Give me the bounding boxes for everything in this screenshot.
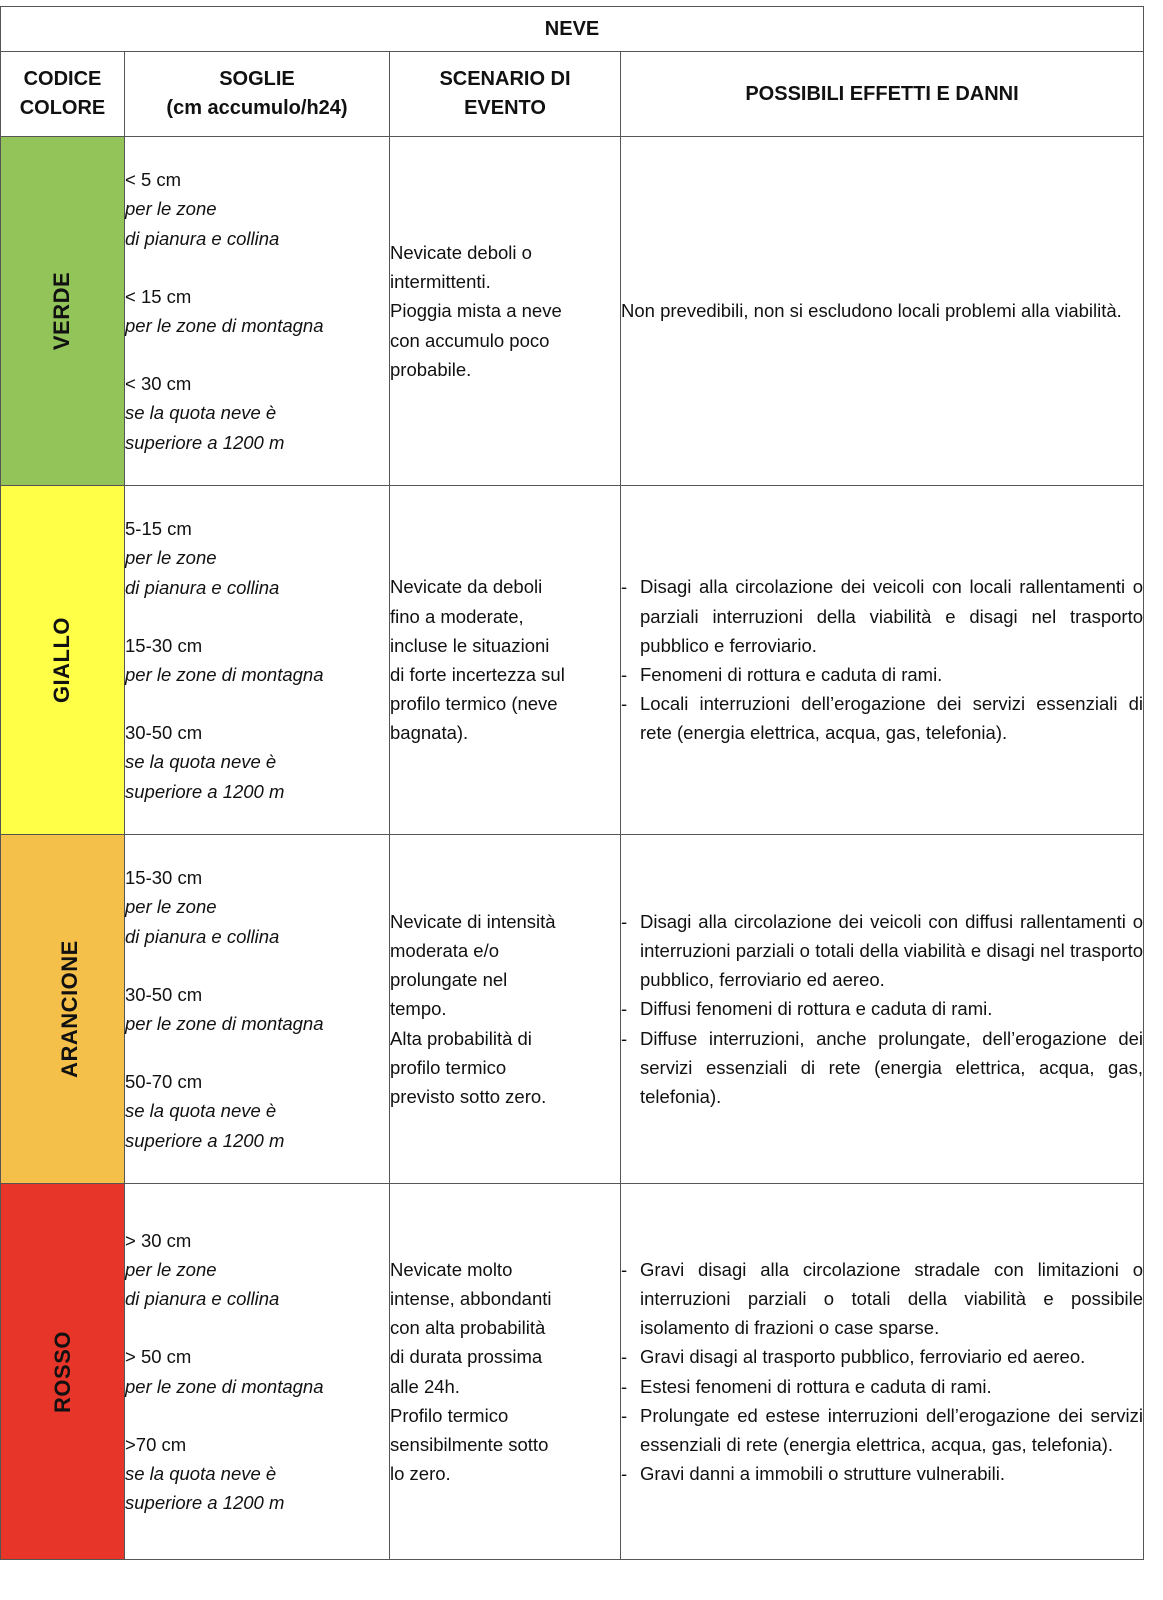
threshold-block [125, 1430, 389, 1518]
snow-alert-table [0, 6, 1144, 1560]
level-row-arancione [1, 835, 1144, 1184]
threshold-block [125, 863, 389, 951]
scenario-line: Pioggia mista a neve [390, 300, 562, 322]
scenario-line: con accumulo poco [390, 329, 550, 351]
thresholds-cell [125, 1184, 390, 1560]
header-color-code [1, 52, 125, 137]
scenario-line: incluse le situazioni [390, 634, 550, 656]
scenario-line: bagnata). [390, 722, 469, 744]
threshold-value: 30-50 cm [125, 983, 203, 1005]
threshold-value: < 15 cm [125, 285, 192, 307]
scenario-line: Alta probabilità di [390, 1027, 532, 1049]
threshold-value: 5-15 cm [125, 518, 192, 540]
threshold-note-line: per le zone di montagna [125, 1013, 324, 1034]
color-code-cell [1, 1184, 125, 1560]
threshold-note-line: superiore a 1200 m [125, 1492, 285, 1514]
scenario-line: tempo. [390, 998, 447, 1020]
threshold-note-line: se la quota neve è [125, 1100, 277, 1122]
effect-item: - Gravi danni a immobili o strutture vulnerabili. [621, 1459, 1143, 1488]
thresholds-cell [125, 486, 390, 835]
threshold-value: 15-30 cm [125, 634, 203, 656]
effects-cell [621, 137, 1144, 486]
table-header-row [1, 52, 1144, 137]
threshold-note-line: superiore a 1200 m [125, 431, 285, 453]
level-rows [1, 137, 1144, 1560]
scenario-line: di durata prossima [390, 1346, 543, 1368]
color-code-label: GIALLO [49, 616, 75, 704]
header-thresholds-line-1: SOGLIE [219, 68, 295, 90]
scenario-line: profilo termico [390, 1056, 507, 1078]
scenario-cell [390, 486, 621, 835]
scenario-line: Profilo termico [390, 1404, 509, 1426]
effect-item: - Estesi fenomeni di rottura e caduta di rami. [621, 1372, 1143, 1401]
scenario-cell [390, 835, 621, 1184]
header-scenario [390, 52, 621, 137]
threshold-note-line: superiore a 1200 m [125, 1129, 285, 1151]
effect-item: - Gravi disagi alla circolazione stradale con limitazioni o interruzioni parziali o totali della viabilità e possibile isolamento di frazioni o case sparse. [621, 1255, 1143, 1343]
scenario-line: Nevicate deboli o [390, 241, 532, 263]
effects-cell [621, 1184, 1144, 1560]
scenario-line: profilo termico (neve [390, 693, 558, 715]
scenario-line: Nevicate di intensità [390, 910, 556, 932]
scenario-line: prolungate nel [390, 969, 508, 991]
threshold-note-line: per le zone di montagna [125, 1375, 324, 1397]
thresholds-cell [125, 835, 390, 1184]
threshold-block [125, 369, 389, 457]
threshold-note-line: per le zone [125, 896, 217, 918]
effects-list [621, 572, 1143, 747]
effect-item: - Prolungate ed estese interruzioni dell’erogazione dei servizi essenziali di rete (energia elettrica, acqua, gas, telefonia). [621, 1401, 1143, 1459]
scenario-line: alle 24h. [390, 1375, 460, 1397]
color-code-cell [1, 137, 125, 486]
threshold-note-line: se la quota neve è [125, 1462, 277, 1484]
threshold-block [125, 631, 389, 689]
scenario-line: moderata e/o [390, 939, 500, 961]
scenario-line: intermittenti. [390, 271, 491, 293]
header-scenario-line-2: EVENTO [464, 97, 546, 119]
threshold-value: > 50 cm [125, 1346, 192, 1368]
level-row-giallo [1, 486, 1144, 835]
color-code-label: VERDE [49, 271, 75, 351]
header-effects: POSSIBILI EFFETTI E DANNI [621, 52, 1144, 137]
threshold-note-line: di pianura e collina [125, 925, 280, 947]
level-row-rosso [1, 1184, 1144, 1560]
effect-item: - Gravi disagi al trasporto pubblico, ferroviario ed aereo. [621, 1342, 1143, 1371]
threshold-block [125, 980, 389, 1038]
scenario-line: lo zero. [390, 1463, 451, 1485]
scenario-line: fino a moderate, [390, 605, 524, 627]
threshold-block [125, 282, 389, 340]
effect-item: - Locali interruzioni dell’erogazione dei servizi essenziali di rete (energia elettrica, acqua, gas, telefonia). [621, 689, 1143, 747]
scenario-line: con alta probabilità [390, 1317, 546, 1339]
threshold-block [125, 514, 389, 602]
effect-item: - Fenomeni di rottura e caduta di rami. [621, 660, 1143, 689]
threshold-note-line: di pianura e collina [125, 227, 280, 249]
effect-item: - Disagi alla circolazione dei veicoli con locali rallentamenti o parziali interruzioni della viabilità e disagi nel trasporto pubblico e ferroviario. [621, 572, 1143, 660]
threshold-value: 50-70 cm [125, 1071, 203, 1093]
scenario-cell [390, 1184, 621, 1560]
threshold-value: 30-50 cm [125, 722, 203, 744]
threshold-block [125, 1226, 389, 1314]
threshold-block [125, 165, 389, 253]
effect-item: - Diffuse interruzioni, anche prolungate, dell’erogazione dei servizi essenziali di rete (energia elettrica, acqua, gas, telefonia). [621, 1024, 1143, 1112]
scenario-line: Nevicate da deboli [390, 576, 543, 598]
table-title: NEVE [1, 7, 1144, 52]
header-scenario-line-1: SCENARIO DI [439, 68, 571, 90]
scenario-line: Nevicate molto [390, 1258, 513, 1280]
threshold-value: > 30 cm [125, 1229, 192, 1251]
effects-list [621, 907, 1143, 1111]
color-code-label: ROSSO [49, 1330, 75, 1413]
header-color-code-line-2: COLORE [19, 97, 106, 119]
threshold-note-line: per le zone [125, 1258, 217, 1280]
scenario-line: intense, abbondanti [390, 1287, 552, 1309]
threshold-note-line: per le zone di montagna [125, 315, 324, 336]
effects-cell [621, 486, 1144, 835]
threshold-value: >70 cm [125, 1433, 187, 1455]
effects-list [621, 1255, 1143, 1489]
threshold-block [125, 718, 389, 806]
threshold-note-line: superiore a 1200 m [125, 780, 285, 802]
threshold-value: 15-30 cm [125, 867, 203, 889]
color-code-cell [1, 486, 125, 835]
color-code-cell [1, 835, 125, 1184]
scenario-line: previsto sotto zero. [390, 1086, 547, 1107]
scenario-line: sensibilmente sotto [390, 1433, 549, 1455]
scenario-line: probabile. [390, 358, 472, 380]
color-code-label: ARANCIONE [56, 940, 82, 1078]
threshold-note-line: di pianura e collina [125, 1288, 280, 1310]
threshold-note-line: per le zone [125, 198, 217, 220]
threshold-block [125, 1342, 389, 1400]
effects-cell [621, 835, 1144, 1184]
header-color-code-line-1: CODICE [23, 68, 102, 90]
threshold-note-line: per le zone [125, 547, 217, 569]
threshold-value: < 5 cm [125, 169, 182, 191]
threshold-block [125, 1067, 389, 1155]
threshold-note-line: se la quota neve è [125, 402, 277, 424]
scenario-line: di forte incertezza sul [390, 664, 565, 685]
scenario-cell [390, 137, 621, 486]
header-thresholds-line-2: (cm accumulo/h24) [166, 97, 348, 119]
level-row-verde [1, 137, 1144, 486]
effect-item: - Diffusi fenomeni di rottura e caduta di rami. [621, 994, 1143, 1023]
threshold-value: < 30 cm [125, 373, 192, 395]
table-title-row [1, 7, 1144, 52]
header-thresholds [125, 52, 390, 137]
thresholds-cell [125, 137, 390, 486]
threshold-note-line: per le zone di montagna [125, 664, 324, 685]
effect-item: - Disagi alla circolazione dei veicoli con diffusi rallentamenti o interruzioni parziali o totali della viabilità e disagi nel trasporto pubblico, ferroviario ed aereo. [621, 907, 1143, 995]
threshold-note-line: di pianura e collina [125, 576, 280, 598]
threshold-note-line: se la quota neve è [125, 751, 277, 773]
effects-text: Non prevedibili, non si escludono locali problemi alla viabilità. [621, 300, 1122, 322]
